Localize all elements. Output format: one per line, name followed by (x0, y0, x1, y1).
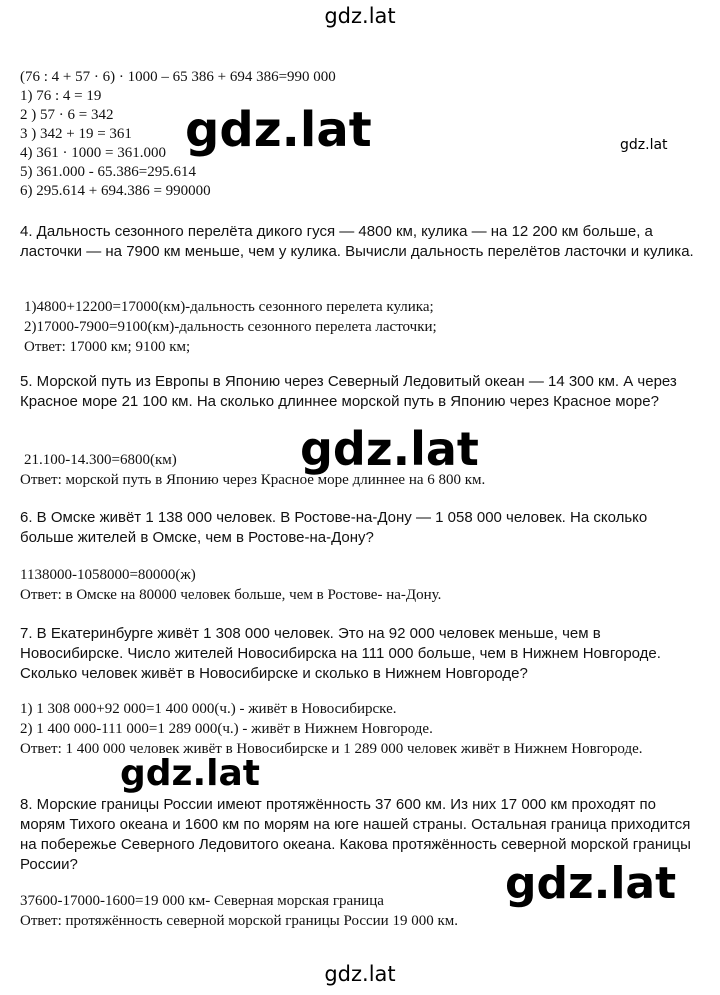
watermark-large-1: gdz.lat (185, 102, 372, 158)
task-8-text: 8. Морские границы России имеют протяжённость 37 600 км. Из них 17 000 км проходят по морям Тихого океана и 1600 км по морям на юге нашей страны. Остальная граница приходится на побережье Северного Ледовитого океана. Какова протяжённость северной морской границы России? (20, 796, 691, 873)
task-5-answer: Ответ: морской путь в Японию через Красное море длиннее на 6 800 км. (20, 472, 486, 488)
task-6-step-1: 1138000-1058000=80000(ж) (20, 567, 196, 583)
task-8-answer: Ответ: протяжённость северной морской границы России 19 000 км. (20, 913, 458, 929)
task-5-step-1: 21.100-14.300=6800(км) (24, 452, 177, 468)
task-7-step-1: 1) 1 308 000+92 000=1 400 000(ч.) - живёт в Новосибирске. (20, 701, 397, 717)
task-7 (20, 624, 710, 684)
calc-step-1: 1) 76 : 4 = 19 (20, 88, 102, 104)
task-5-solution (20, 450, 710, 490)
watermark-top: gdz.lat (324, 4, 396, 28)
task-6-answer: Ответ: в Омске на 80000 человек больше, чем в Ростове- на-Дону. (20, 587, 442, 603)
task-4 (20, 222, 710, 262)
task-6 (20, 508, 710, 548)
task-4-text: 4. Дальность сезонного перелёта дикого гуся — 4800 км, кулика — на 12 200 км больше, а ласточки — на 7900 км меньше, чем у кулика. Вычисли дальность перелётов ласточки и кулика. (20, 223, 694, 260)
calc-step-4: 4) 361 · 1000 = 361.000 (20, 145, 166, 161)
task-4-step-2: 2)17000-7900=9100(км)-дальность сезонного перелета ласточки; (24, 319, 437, 335)
task-7-step-2: 2) 1 400 000-111 000=1 289 000(ч.) - живёт в Нижнем Новгороде. (20, 721, 433, 737)
task-6-solution (20, 565, 710, 605)
task-7-solution (20, 699, 710, 759)
task-4-solution (20, 297, 710, 357)
watermark-large-3: gdz.lat (120, 753, 261, 794)
task-6-text: 6. В Омске живёт 1 138 000 человек. В Ростове-на-Дону — 1 058 000 человек. На сколько больше жителей в Омске, чем в Ростове-на-Дону? (20, 509, 648, 546)
calc-step-2: 2 ) 57 · 6 = 342 (20, 107, 114, 123)
task-5-text: 5. Морской путь из Европы в Японию через Северный Ледовитый океан — 14 300 км. А через Красное море 21 100 км. На сколько длиннее морской путь в Японию через Красное море? (20, 373, 677, 410)
calc-step-5: 5) 361.000 - 65.386=295.614 (20, 164, 196, 180)
calc-step-3: 3 ) 342 + 19 = 361 (20, 126, 132, 142)
calc-step-6: 6) 295.614 + 694.386 = 990000 (20, 183, 211, 199)
watermark-bottom: gdz.lat (324, 962, 396, 986)
task-7-text: 7. В Екатеринбурге живёт 1 308 000 человек. Это на 92 000 человек меньше, чем в Новосибирске. Число жителей Новосибирска на 111 000 больше, чем в Нижнем Новгороде. Сколько человек живёт в Новосибирске и сколько в Нижнем Новгороде? (20, 625, 661, 682)
task-8-step-1: 37600-17000-1600=19 000 км- Северная морская граница (20, 893, 384, 909)
watermark-large-4: gdz.lat (505, 858, 677, 909)
watermark-large-2: gdz.lat (300, 422, 479, 476)
task-5 (20, 372, 710, 412)
task-4-step-1: 1)4800+12200=17000(км)-дальность сезонного перелета кулика; (24, 299, 434, 315)
watermark-small: gdz.lat (620, 137, 668, 153)
task-4-answer: Ответ: 17000 км; 9100 км; (24, 339, 191, 355)
task-7-answer: Ответ: 1 400 000 человек живёт в Новосибирске и 1 289 000 человек живёт в Нижнем Новгороде. (20, 741, 643, 757)
calc-expression: (76 : 4 + 57 · 6) · 1000 – 65 386 + 694 386=990 000 (20, 69, 336, 85)
